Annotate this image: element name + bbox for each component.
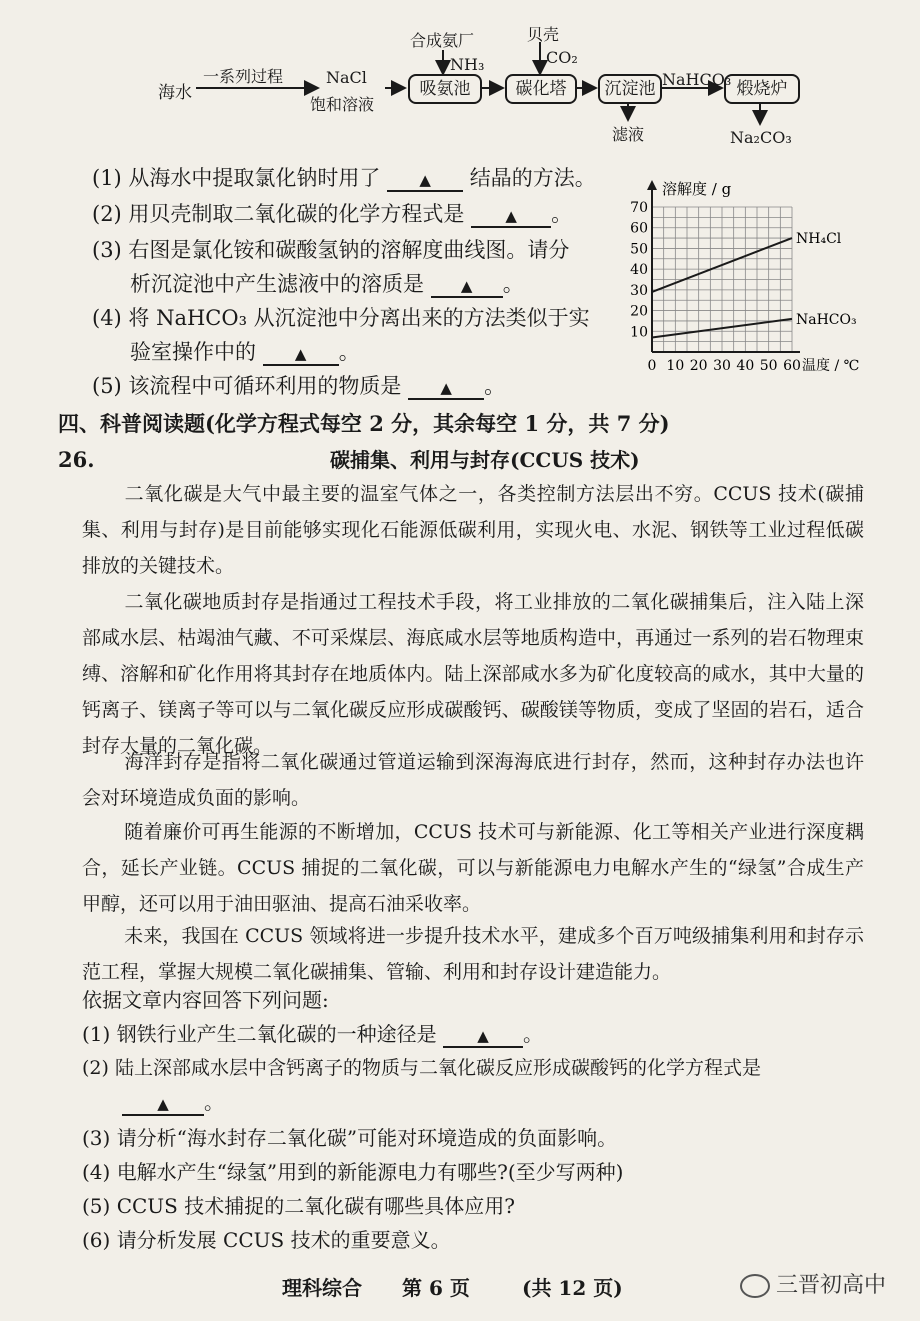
watermark-text: 三晋初高中: [776, 1273, 887, 1298]
q25-2-text: (2) 用贝壳制取二氧化碳的化学方程式是: [92, 202, 465, 226]
blank-marker: ▲: [157, 1095, 169, 1113]
q25-item-3-line1: (3) 右图是氯化铵和碳酸氢钠的溶解度曲线图。请分: [92, 238, 570, 262]
q25-item-4: [130, 338, 360, 366]
q25-3-text: 析沉淀池中产生滤液中的溶质是: [130, 272, 424, 296]
y-tick-label: 50: [630, 241, 648, 258]
q25-4-post: 。: [338, 340, 360, 364]
chart-axes: [647, 180, 800, 352]
q26-item-5: (5) CCUS 技术捕捉的二氧化碳有哪些具体应用?: [82, 1194, 515, 1218]
q26-2-post: 。: [204, 1090, 224, 1114]
y-axis-label: 溶解度 / g: [662, 180, 732, 198]
furnace-box: 煅烧炉: [724, 74, 800, 104]
q25-5-text: (5) 该流程中可循环利用的物质是: [92, 374, 402, 398]
x-tick-label: 20: [689, 358, 708, 374]
nh3-label: NH₃: [450, 55, 485, 74]
ammonia-plant-label: 合成氨厂: [410, 31, 475, 50]
q26-item-2-blank: [122, 1088, 224, 1116]
answer-blank[interactable]: [471, 202, 551, 228]
series-label: NH₄Cl: [796, 231, 842, 248]
paragraph-text: 二氧化碳地质封存是指通过工程技术手段，将工业排放的二氧化碳捕集后，注入陆上深部咸水层、枯竭油气藏、不可采煤层、海底咸水层等地质构造中，再通过一系列的岩石物理束缚、溶解和矿化作用将其封存在地质体内。陆上深部咸水多为矿化度较高的咸水，其中大量的钙离子、镁离子等可以与二氧化碳反应形成碳酸钙、碳酸镁等物质，变成了坚固的岩石，适合封存大量的二氧化碳。: [82, 591, 864, 757]
nacl-label: NaCl: [326, 68, 367, 87]
chart-grid: [652, 207, 792, 352]
chart-labels: [630, 180, 859, 374]
solubility-chart: [620, 176, 900, 382]
carbonizer-box: 碳化塔: [505, 74, 577, 104]
settler-box: 沉淀池: [598, 74, 662, 104]
paragraph-text: 未来，我国在 CCUS 领域将进一步提升技术水平，建成多个百万吨级捕集利用和封存示范工程，掌握大规模二氧化碳捕集、管输、利用和封存设计建造能力。: [82, 925, 864, 983]
q25-1-post: 结晶的方法。: [469, 166, 596, 190]
co2-label: CO₂: [546, 48, 578, 67]
process-label: 一系列过程: [203, 67, 284, 86]
shell-label: 贝壳: [527, 25, 560, 44]
answer-prompt: 依据文章内容回答下列问题:: [82, 988, 329, 1012]
y-tick-label: 70: [630, 200, 648, 216]
blank-marker: ▲: [294, 345, 307, 363]
q25-item-1: [92, 164, 596, 192]
q26-item-6: (6) 请分析发展 CCUS 技术的重要意义。: [82, 1228, 451, 1252]
y-tick-label: 10: [630, 324, 648, 341]
watermark: [740, 1268, 886, 1299]
paragraph-text: 二氧化碳是大气中最主要的温室气体之一，各类控制方法层出不穷。CCUS 技术(碳捕集、利用与封存)是目前能够实现化石能源低碳利用，实现火电、水泥、钢铁等工业过程低碳排放的关键技术。: [82, 483, 864, 577]
q25-item-5: [92, 372, 505, 400]
blank-marker: ▲: [419, 171, 431, 189]
q25-item-4-line1: (4) 将 NaHCO₃ 从沉淀池中分离出来的方法类似于实: [92, 306, 590, 330]
paragraph-text: 海洋封存是指将二氧化碳通过管道运输到深海海底进行封存，然而，这种封存办法也许会对环境造成负面的影响。: [82, 751, 864, 809]
footer-total: (共 12 页): [522, 1276, 623, 1300]
answer-blank[interactable]: [443, 1022, 523, 1048]
blank-marker: ▲: [460, 277, 473, 295]
x-tick-label: 30: [713, 358, 731, 374]
series-label: NaHCO₃: [796, 311, 857, 328]
article-paragraph-5: [82, 918, 864, 990]
blank-marker: ▲: [505, 207, 517, 225]
article-title: 碳捕集、利用与封存(CCUS 技术): [330, 448, 640, 472]
section-note: (化学方程式每空 2 分，其余每空 1 分，共 7 分): [205, 411, 670, 436]
q25-2-post: 。: [551, 202, 573, 226]
y-axis-arrow: [647, 180, 657, 190]
footer-subject: 理科综合: [282, 1276, 362, 1300]
y-tick-label: 20: [630, 303, 648, 320]
seawater-label: 海水: [158, 83, 192, 103]
q25-3-post: 。: [502, 272, 524, 296]
y-tick-label: 30: [630, 282, 648, 299]
q25-1-text: (1) 从海水中提取氯化钠时用了: [92, 166, 381, 190]
filtrate-label: 滤液: [612, 125, 645, 144]
x-tick-label: 10: [666, 358, 685, 374]
q25-4-text: 验室操作中的: [130, 340, 256, 364]
answer-blank[interactable]: [263, 340, 339, 366]
question-number: 26.: [58, 447, 95, 472]
blank-marker: ▲: [440, 379, 452, 397]
q25-5-post: 。: [484, 374, 506, 398]
section-title: 四、科普阅读题: [58, 411, 205, 436]
article-paragraph-4: [82, 814, 864, 922]
absorber-box: 吸氨池: [408, 74, 482, 104]
x-axis-label: 温度 / ℃: [802, 358, 860, 374]
article-paragraph-1: [82, 476, 864, 584]
wechat-icon: [740, 1274, 770, 1298]
answer-blank[interactable]: [431, 272, 503, 298]
q25-item-2: [92, 200, 572, 228]
blank-marker: ▲: [477, 1027, 489, 1045]
answer-blank[interactable]: [408, 374, 484, 400]
na2co3-label: Na₂CO₃: [730, 128, 792, 147]
q25-item-3: [130, 270, 524, 298]
q26-item-1: [82, 1020, 543, 1048]
section-heading: [58, 410, 670, 438]
article-paragraph-3: [82, 744, 864, 816]
paragraph-text: 随着廉价可再生能源的不断增加，CCUS 技术可与新能源、化工等相关产业进行深度耦合，延长产业链。CCUS 捕捉的二氧化碳，可以与新能源电力电解水产生的“绿氢”合成生产甲醇，还可以用于油田驱油、提高石油采收率。: [82, 821, 864, 915]
saturated-label: 饱和溶液: [310, 95, 375, 114]
x-tick-label: 0: [647, 358, 657, 374]
q26-item-3: (3) 请分析“海水封存二氧化碳”可能对环境造成的负面影响。: [82, 1126, 618, 1150]
q26-item-2: (2) 陆上深部咸水层中含钙离子的物质与二氧化碳反应形成碳酸钙的化学方程式是: [82, 1057, 761, 1079]
article-paragraph-2: [82, 584, 864, 764]
nahco3-flow-label: NaHCO₃: [662, 70, 732, 89]
answer-blank[interactable]: [122, 1090, 204, 1116]
q26-1-post: 。: [523, 1022, 544, 1046]
x-tick-label: 50: [759, 358, 778, 374]
q26-item-4: (4) 电解水产生“绿氢”用到的新能源电力有哪些?(至少写两种): [82, 1160, 624, 1184]
y-tick-label: 60: [630, 220, 648, 237]
footer-page: 第 6 页: [402, 1276, 470, 1300]
x-tick-label: 40: [736, 358, 755, 374]
x-tick-label: 60: [783, 358, 801, 374]
q26-1-text: (1) 钢铁行业产生二氧化碳的一种途径是: [82, 1022, 437, 1046]
answer-blank[interactable]: [387, 166, 463, 192]
y-tick-label: 40: [630, 262, 648, 279]
